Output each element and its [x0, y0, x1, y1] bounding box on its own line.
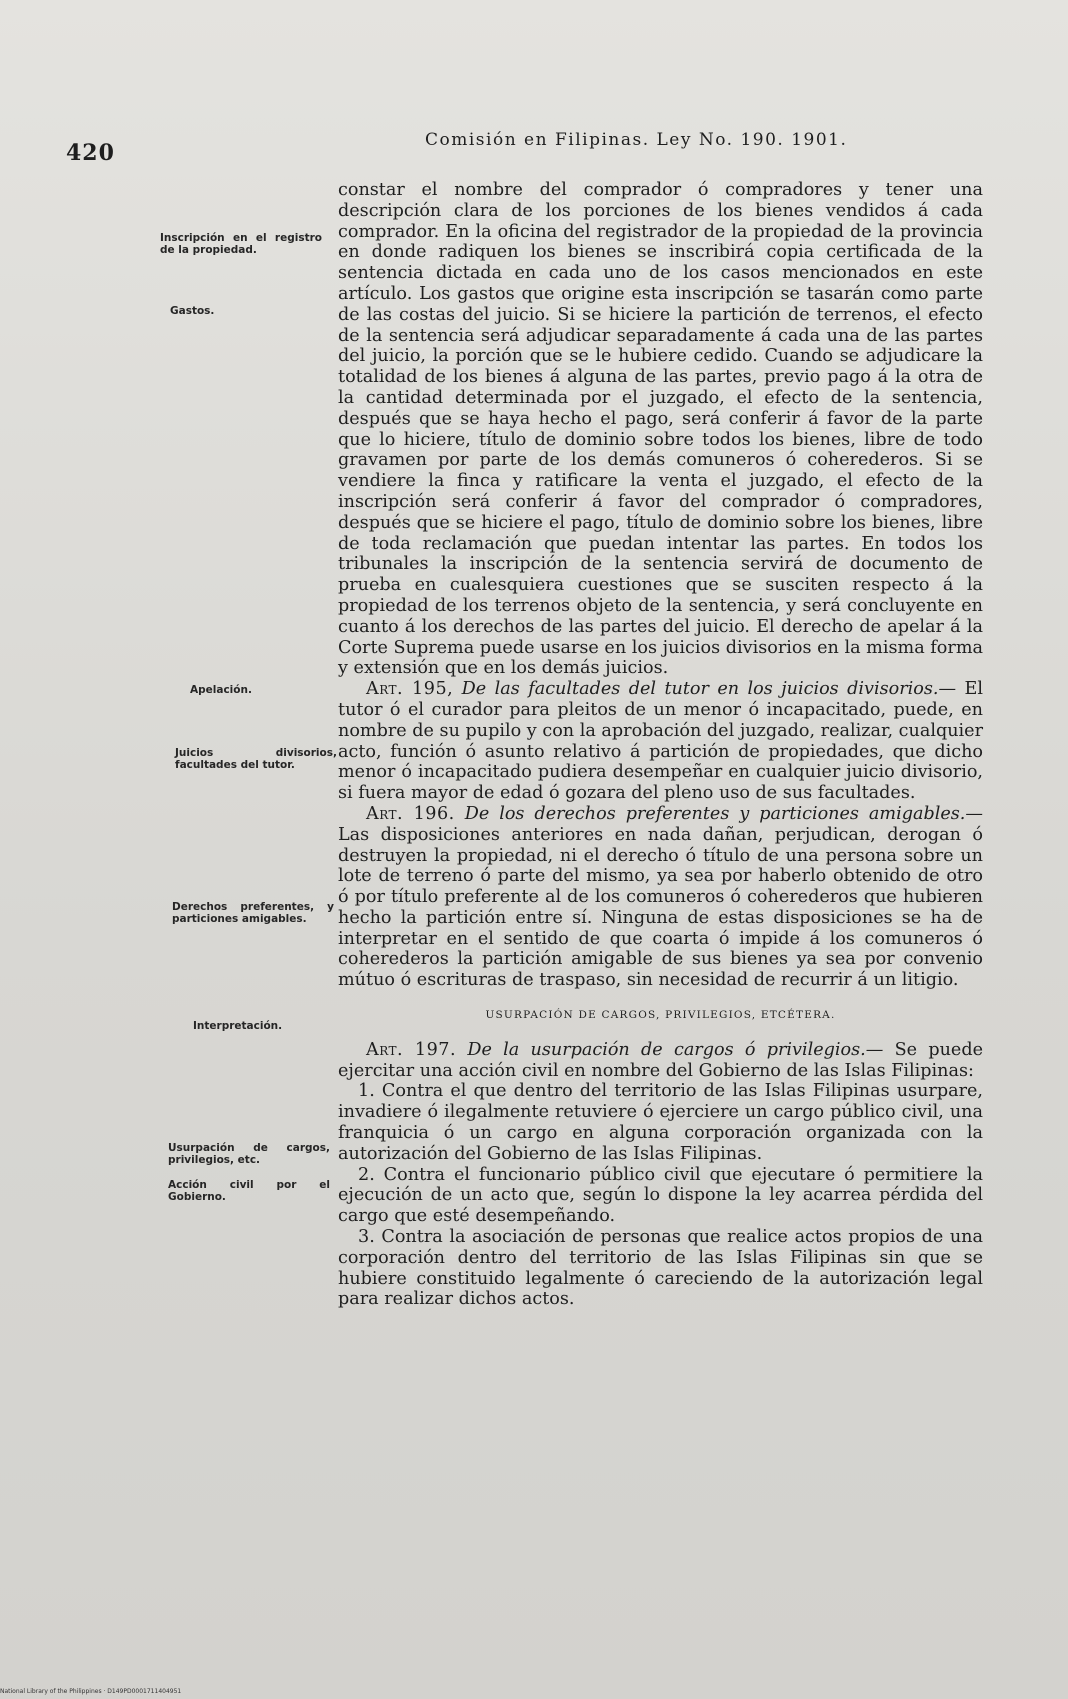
sidenote-apelacion: Apelación. — [190, 684, 252, 696]
sidenote-inscripcion: Inscripción en el registro de la propiedad. — [160, 232, 322, 256]
article-number: Art. 197. — [366, 1039, 457, 1060]
page-number: 420 — [66, 140, 115, 166]
sidenote-interpretacion: Interpretación. — [193, 1020, 283, 1032]
scan-source-footer: National Library of the Philippines · D149PD0001711404951 — [0, 1688, 182, 1695]
section-heading: USURPACIÓN DE CARGOS, PRIVILEGIOS, ETCÉTERA. — [485, 1009, 836, 1022]
article-title: De los derechos preferentes y particiones amigables.— — [464, 803, 983, 824]
article-195 — [338, 679, 983, 804]
article-number: Art. 196. — [366, 803, 455, 824]
list-item-1: 1. Contra el que dentro del territorio de las Islas Filipinas usurpare, invadiere ó ilegalmente retuviere ó ejerciere un cargo público civil, una franquicia ó un cargo en alguna corporación organizada con la autorización del Gobierno de las Islas Filipinas. — [338, 1081, 983, 1164]
sidenote-usurpacion: Usurpación de cargos, privilegios, etc. — [168, 1142, 330, 1166]
sidenote-juicios-divisorios: Juicios divisorios, facultades del tutor. — [175, 747, 337, 771]
list-item-2: 2. Contra el funcionario público civil que ejecutare ó permitiere la ejecución de un acto que, según lo dispone la ley acarrea pérdida del cargo que esté desempeñando. — [338, 1164, 983, 1227]
article-text: El tutor ó el curador para pleitos de un menor ó incapacitado, puede, en nombre de su pupilo y con la aprobación del juzgado, realizar, cualquier acto, función ó asunto relativo á partición de propiedades, que dicho menor ó incapacitado pudiera desempeñar en cualquier juicio divisorio, si fuera mayor de edad ó gozara del pleno uso de sus facultades. — [338, 679, 983, 804]
paragraph-particion: constar el nombre del comprador ó compradores y tener una descripción clara de los porciones de los bienes vendidos á cada comprador. En la oficina del registrador de la propiedad de la provincia en donde radiquen los bienes se inscribirá copia certificada de la sentencia dictada en cada uno de los casos mencionados en este artículo. Los gastos que origine esta inscripción se tasarán como parte de las costas del juicio. Si se hiciere la partición de terrenos, el efecto de la sentencia será adjudicar separadamente á cada una de las partes del juicio, la porción que se le hubiere cedido. Cuando se adjudicare la totalidad de los bienes á alguna de las partes, previo pago á la otra de la cantidad determinada por el juzgado, el efecto de la sentencia, después que se haya hecho el pago, será conferir á favor de la parte que lo hiciere, título de dominio sobre todos los bienes, libre de todo gravamen por parte de los demás comuneros ó coherederos. Si se vendiere la finca y ratificare la venta el juzgado, el efecto de la inscripción será conferir á favor del comprador ó compradores, después que se hiciere el pago, título de dominio sobre los bienes, libre de toda reclamación que puedan intentar las partes. En todos los tribunales la inscripción de la sentencia servirá de documento de prueba en cualesquiera cuestiones que se susciten respecto á la propiedad de los terrenos objeto de la sentencia, y será concluyente en cuanto á los derechos de las partes del juicio. El derecho de apelar á la Corte Suprema puede usarse en los juicios divisorios en la misma forma y extensión que en los demás juicios. — [338, 180, 983, 679]
sidenote-gastos: Gastos. — [170, 305, 215, 317]
article-title: De la usurpación de cargos ó privilegios.— — [467, 1039, 884, 1060]
sidenote-accion-civil: Acción civil por el Gobierno. — [168, 1179, 330, 1203]
sidenote-derechos-preferentes: Derechos preferentes, y particiones amigables. — [172, 901, 334, 925]
article-text: Las disposiciones anteriores en nada dañan, perjudican, derogan ó destruyen la propiedad, ni el derecho ó título de una persona sobre un lote de terreno ó parte del mismo, ya sea por haberlo obtenido de otro ó por título preferente al de los comuneros ó coherederos que hubieren hecho la partición entre sí. Ninguna de estas disposiciones se ha de interpretar en el sentido de que coarta ó impide á los comuneros ó coherederos la partición amigable de sus bienes ya sea por convenio mútuo ó escrituras de traspaso, sin necesidad de recurrir á un litigio. — [338, 824, 983, 991]
article-text: Se puede ejercitar una acción civil en nombre del Gobierno de las Islas Filipinas: — [338, 1039, 984, 1081]
running-head: Comisión en Filipinas. Ley No. 190. 1901. — [425, 130, 848, 150]
main-text — [338, 180, 983, 1310]
article-197 — [338, 1040, 983, 1082]
list-item-3: 3. Contra la asociación de personas que realice actos propios de una corporación dentro del territorio de las Islas Filipinas sin que se hubiere constituido legalmente ó careciendo de la autorización legal para realizar dichos actos. — [338, 1227, 983, 1310]
article-number: Art. 195, — [366, 679, 454, 700]
article-196 — [338, 804, 983, 991]
article-title: De las facultades del tutor en los juicios divisorios.— — [461, 679, 957, 700]
